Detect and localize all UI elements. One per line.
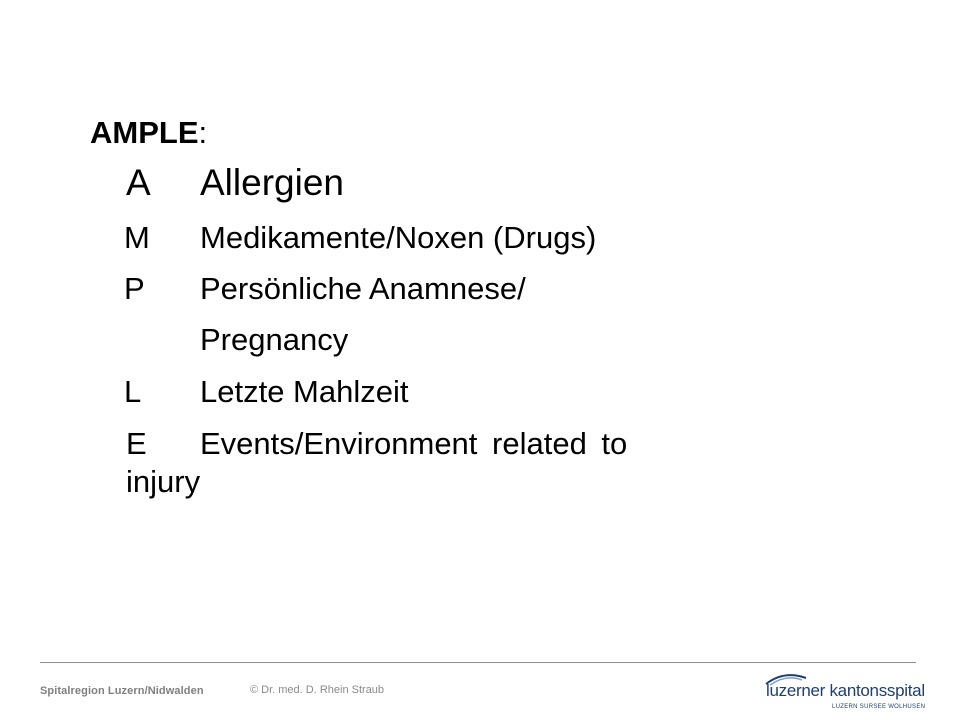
list-item-term: Letzte Mahlzeit [200, 374, 409, 409]
list-item-term: Events/Environment related to [200, 426, 628, 461]
slide-title [90, 113, 207, 153]
slide-title-colon: : [198, 115, 208, 150]
list-item-term: Allergien [200, 162, 344, 203]
slide-title-acronym: AMPLE [90, 115, 199, 150]
logo-wordmark-part2: kantonsspital [829, 681, 925, 700]
list-item-letter: M [124, 220, 150, 255]
list-item-letter: L [124, 374, 142, 409]
footer-divider [40, 662, 916, 663]
list-item-term: Persönliche Anamnese/ [200, 271, 526, 306]
list-item-events-continuation: injury [126, 464, 201, 499]
footer-organization: Spitalregion Luzern/Nidwalden [40, 685, 204, 697]
list-item-letter: A [126, 162, 151, 203]
list-item-term: Medikamente/Noxen (Drugs) [200, 220, 597, 255]
footer-copyright: © Dr. med. D. Rhein Straub [250, 684, 385, 696]
list-item-letter: P [124, 271, 145, 306]
list-item-term: Pregnancy [200, 322, 349, 357]
list-item-letter: E [126, 426, 147, 461]
logo-wordmark-part1: luzerner [766, 681, 826, 700]
luzerner-kantonsspital-logo [762, 672, 926, 716]
logo-wordmark [766, 681, 925, 701]
logo-subline: LUZERN SURSEE WOLHUSEN [832, 704, 926, 710]
